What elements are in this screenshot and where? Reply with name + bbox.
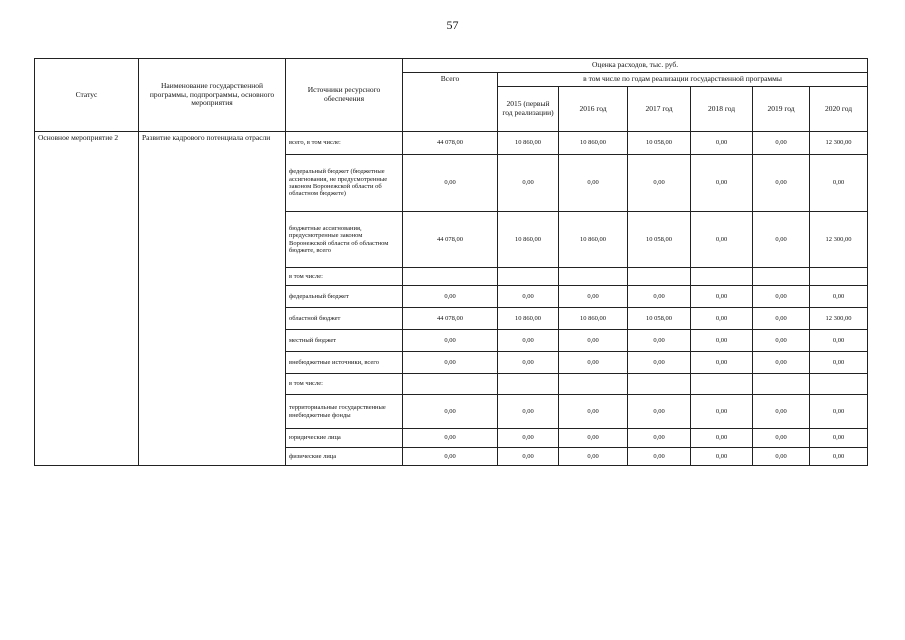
- value-cell: [559, 268, 628, 286]
- value-cell: 44 078,00: [403, 308, 498, 330]
- value-cell: 10 860,00: [559, 132, 628, 155]
- value-cell: 0,00: [628, 155, 691, 212]
- value-cell: [498, 374, 559, 395]
- source-cell: бюджетные ассигнования, предусмотренные законом Воронежской области об областном бюджете, всего: [286, 212, 403, 268]
- value-cell: [753, 374, 810, 395]
- value-cell: 0,00: [628, 352, 691, 374]
- value-cell: 0,00: [559, 429, 628, 448]
- header-year: 2017 год: [628, 87, 691, 132]
- source-cell: федеральный бюджет (бюджетные ассигнования, не предусмотренные законом Воронежской области об областном бюджете): [286, 155, 403, 212]
- value-cell: 10 860,00: [559, 308, 628, 330]
- value-cell: 0,00: [628, 448, 691, 466]
- value-cell: 0,00: [403, 155, 498, 212]
- value-cell: 12 300,00: [810, 212, 868, 268]
- source-cell: в том числе:: [286, 374, 403, 395]
- value-cell: [403, 268, 498, 286]
- value-cell: [691, 374, 753, 395]
- header-year: 2019 год: [753, 87, 810, 132]
- status-cell: Основное мероприятие 2: [35, 132, 139, 466]
- value-cell: 0,00: [403, 395, 498, 429]
- table-body: [35, 132, 868, 466]
- value-cell: 12 300,00: [810, 308, 868, 330]
- value-cell: 0,00: [691, 352, 753, 374]
- value-cell: 0,00: [559, 352, 628, 374]
- value-cell: 0,00: [559, 286, 628, 308]
- value-cell: 0,00: [691, 308, 753, 330]
- source-cell: физические лица: [286, 448, 403, 466]
- page-number: 57: [446, 18, 459, 32]
- value-cell: 0,00: [498, 448, 559, 466]
- source-cell: местный бюджет: [286, 330, 403, 352]
- value-cell: 0,00: [753, 429, 810, 448]
- value-cell: 0,00: [753, 352, 810, 374]
- value-cell: 0,00: [403, 448, 498, 466]
- header-year: 2016 год: [559, 87, 628, 132]
- value-cell: 0,00: [498, 155, 559, 212]
- value-cell: 0,00: [810, 352, 868, 374]
- value-cell: 0,00: [498, 286, 559, 308]
- value-cell: [691, 268, 753, 286]
- value-cell: 0,00: [753, 395, 810, 429]
- value-cell: [498, 268, 559, 286]
- value-cell: 0,00: [498, 330, 559, 352]
- value-cell: 0,00: [810, 448, 868, 466]
- source-cell: областной бюджет: [286, 308, 403, 330]
- value-cell: 10 058,00: [628, 212, 691, 268]
- value-cell: 0,00: [559, 330, 628, 352]
- value-cell: 10 860,00: [498, 212, 559, 268]
- header-total: Всего: [403, 73, 498, 132]
- header-sources: Источники ресурсного обеспечения: [286, 59, 403, 132]
- value-cell: 0,00: [403, 429, 498, 448]
- value-cell: 0,00: [403, 352, 498, 374]
- header-name: Наименование государственной программы, подпрограммы, основного мероприятия: [139, 59, 286, 132]
- value-cell: 0,00: [810, 395, 868, 429]
- value-cell: 0,00: [628, 330, 691, 352]
- value-cell: 0,00: [628, 429, 691, 448]
- value-cell: 0,00: [498, 352, 559, 374]
- value-cell: 44 078,00: [403, 212, 498, 268]
- value-cell: 10 058,00: [628, 132, 691, 155]
- value-cell: 0,00: [691, 286, 753, 308]
- header-status: Статус: [35, 59, 139, 132]
- value-cell: [753, 268, 810, 286]
- value-cell: 0,00: [810, 286, 868, 308]
- value-cell: 0,00: [691, 155, 753, 212]
- value-cell: 0,00: [498, 395, 559, 429]
- source-cell: юридические лица: [286, 429, 403, 448]
- value-cell: 44 078,00: [403, 132, 498, 155]
- header-by-years: в том числе по годам реализации государственной программы: [498, 73, 868, 87]
- value-cell: 0,00: [498, 429, 559, 448]
- value-cell: 0,00: [810, 429, 868, 448]
- value-cell: [559, 374, 628, 395]
- value-cell: 0,00: [753, 330, 810, 352]
- value-cell: [628, 268, 691, 286]
- value-cell: 0,00: [753, 448, 810, 466]
- value-cell: 0,00: [559, 395, 628, 429]
- value-cell: 12 300,00: [810, 132, 868, 155]
- value-cell: 0,00: [403, 330, 498, 352]
- value-cell: 10 860,00: [498, 308, 559, 330]
- value-cell: 0,00: [691, 132, 753, 155]
- value-cell: [403, 374, 498, 395]
- value-cell: 0,00: [691, 448, 753, 466]
- value-cell: 10 860,00: [498, 132, 559, 155]
- value-cell: 0,00: [403, 286, 498, 308]
- value-cell: 0,00: [753, 286, 810, 308]
- value-cell: [810, 268, 868, 286]
- value-cell: 0,00: [691, 330, 753, 352]
- value-cell: 10 058,00: [628, 308, 691, 330]
- table-row: [35, 132, 868, 155]
- value-cell: 0,00: [691, 212, 753, 268]
- value-cell: 0,00: [810, 330, 868, 352]
- source-cell: всего, в том числе:: [286, 132, 403, 155]
- header-year: 2020 год: [810, 87, 868, 132]
- source-cell: в том числе:: [286, 268, 403, 286]
- value-cell: 10 860,00: [559, 212, 628, 268]
- source-cell: внебюджетные источники, всего: [286, 352, 403, 374]
- budget-table: [34, 58, 868, 466]
- value-cell: 0,00: [628, 286, 691, 308]
- activity-name-cell: Развитие кадрового потенциала отрасли: [139, 132, 286, 466]
- value-cell: 0,00: [559, 448, 628, 466]
- value-cell: 0,00: [753, 212, 810, 268]
- value-cell: 0,00: [628, 395, 691, 429]
- source-cell: территориальные государственные внебюджетные фонды: [286, 395, 403, 429]
- source-cell: федеральный бюджет: [286, 286, 403, 308]
- value-cell: 0,00: [753, 308, 810, 330]
- header-year: 2015 (первый год реализации): [498, 87, 559, 132]
- value-cell: 0,00: [559, 155, 628, 212]
- value-cell: [810, 374, 868, 395]
- value-cell: [628, 374, 691, 395]
- header-year: 2018 год: [691, 87, 753, 132]
- value-cell: 0,00: [810, 155, 868, 212]
- value-cell: 0,00: [691, 395, 753, 429]
- value-cell: 0,00: [753, 155, 810, 212]
- value-cell: 0,00: [691, 429, 753, 448]
- header-costs: Оценка расходов, тыс. руб.: [403, 59, 868, 73]
- value-cell: 0,00: [753, 132, 810, 155]
